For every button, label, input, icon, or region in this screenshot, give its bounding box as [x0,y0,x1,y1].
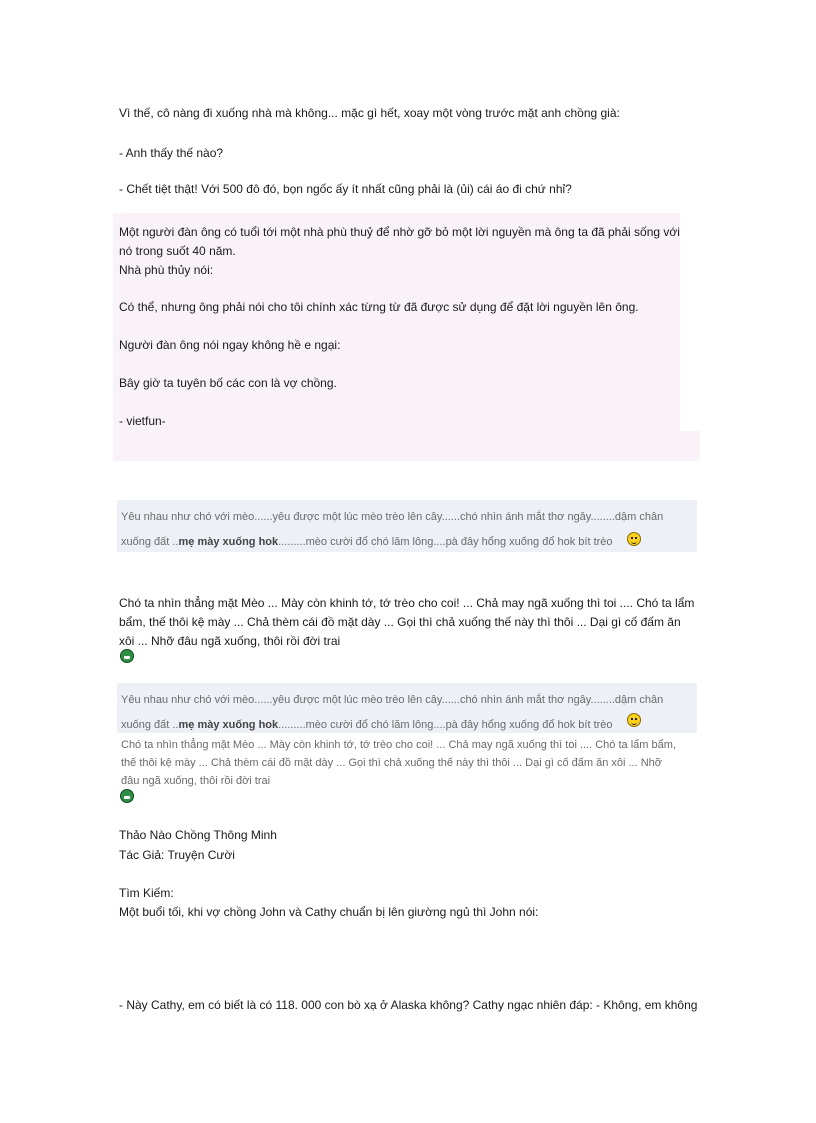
story1-line3: - Chết tiệt thật! Với 500 đô đó, bọn ngốc ấy ít nhất cũng phải là (ủi) cái áo đi chứ nhỉ? [119,182,572,196]
story2-p1-line3: Nhà phù thủy nói: [119,263,214,277]
story2-p3: Người đàn ông nói ngay không hề e ngại: [119,338,341,352]
story2-p2: Có thể, nhưng ông phải nói cho tôi chính xác từng từ đã được sử dụng để đặt lời nguyền lên ông. [119,300,639,314]
story2-signature: - vietfun- [119,414,166,428]
story3-search-label: Tìm Kiếm: [119,886,174,900]
joke3-bold: mẹ mày xuống hok [178,719,279,731]
story2-p1-line1: Một người đàn ông có tuổi tới một nhà phù thuỷ để nhờ gỡ bỏ một lời nguyền mà ông ta đã phải sống với [119,225,680,239]
joke3-dog-line3: đâu ngã xuống, thôi rồi đời trai [121,775,271,787]
story1-line1: Vì thế, cô nàng đi xuống nhà mà không... mặc gì hết, xoay một vòng trước mặt anh chồng già: [119,106,620,120]
story2-p1-line2: nó trong suốt 40 năm. [119,244,236,258]
joke3-dog-line2: thế thôi kệ mày ... Chả thèm cái đồ mặt dày ... Gọi thì chả xuống thế này thì thôi ... Dại gì cố đấm ăn xôi ... Nhỡ [121,757,662,769]
green-face-icon [120,649,134,663]
joke3-dog-line1: Chó ta nhìn thẳng mặt Mèo ... Mày còn khinh tớ, tớ trèo cho coi! ... Chả may ngã xuống thì toi .... Chó ta lẩm bẩm, [121,739,676,751]
story3-intro: Một buổi tối, khi vợ chồng John và Cathy chuẩn bị lên giường ngủ thì John nói: [119,905,539,919]
joke3-line1: Yêu nhau như chó với mèo......yêu được một lúc mèo trèo lên cây......chó nhìn ánh mắt thơ ngây........dậm chân [121,694,664,706]
story1-line2: - Anh thấy thế nào? [119,146,224,160]
story2-background-notch [680,213,700,431]
joke1-line1: Yêu nhau như chó với mèo......yêu được một lúc mèo trèo lên cây......chó nhìn ánh mắt thơ ngây........dậm chân [121,511,664,523]
joke2-line1: Chó ta nhìn thẳng mặt Mèo ... Mày còn khinh tớ, tớ trèo cho coi! ... Chả may ngã xuống thì toi .... Chó ta lẩm [119,596,695,610]
smiley-icon [627,713,641,727]
joke2-line3: xôi ... Nhỡ đâu ngã xuống, thôi rồi đời trai [119,634,341,648]
story2-p4: Bây giờ ta tuyên bố các con là vợ chồng. [119,376,337,390]
joke2-line2: bẩm, thế thôi kệ mày ... Chả thèm cái đồ mặt dày ... Gọi thì chả xuống thế này thì thôi ... Dại gì cố đấm ăn [119,615,681,629]
joke1-bold: mẹ mày xuống hok [178,536,279,548]
story3-title: Thảo Nào Chồng Thông Minh [119,828,277,842]
story3-dialog: - Này Cathy, em có biết là có 118. 000 con bò xạ ở Alaska không? Cathy ngạc nhiên đáp: - Không, em không [119,998,698,1012]
smiley-icon [627,532,641,546]
green-face-icon [120,789,134,803]
story3-author: Tác Giả: Truyện Cười [119,848,235,862]
joke1-line2: xuống đất ..mẹ mày xuống hok.........mèo cười đổ chó lăm lông....pà đây hổng xuống đổ hok bít trèo [121,536,613,548]
joke3-line2: xuống đất ..mẹ mày xuống hok.........mèo cười đổ chó lăm lông....pà đây hổng xuống đổ hok bít trèo [121,719,613,731]
